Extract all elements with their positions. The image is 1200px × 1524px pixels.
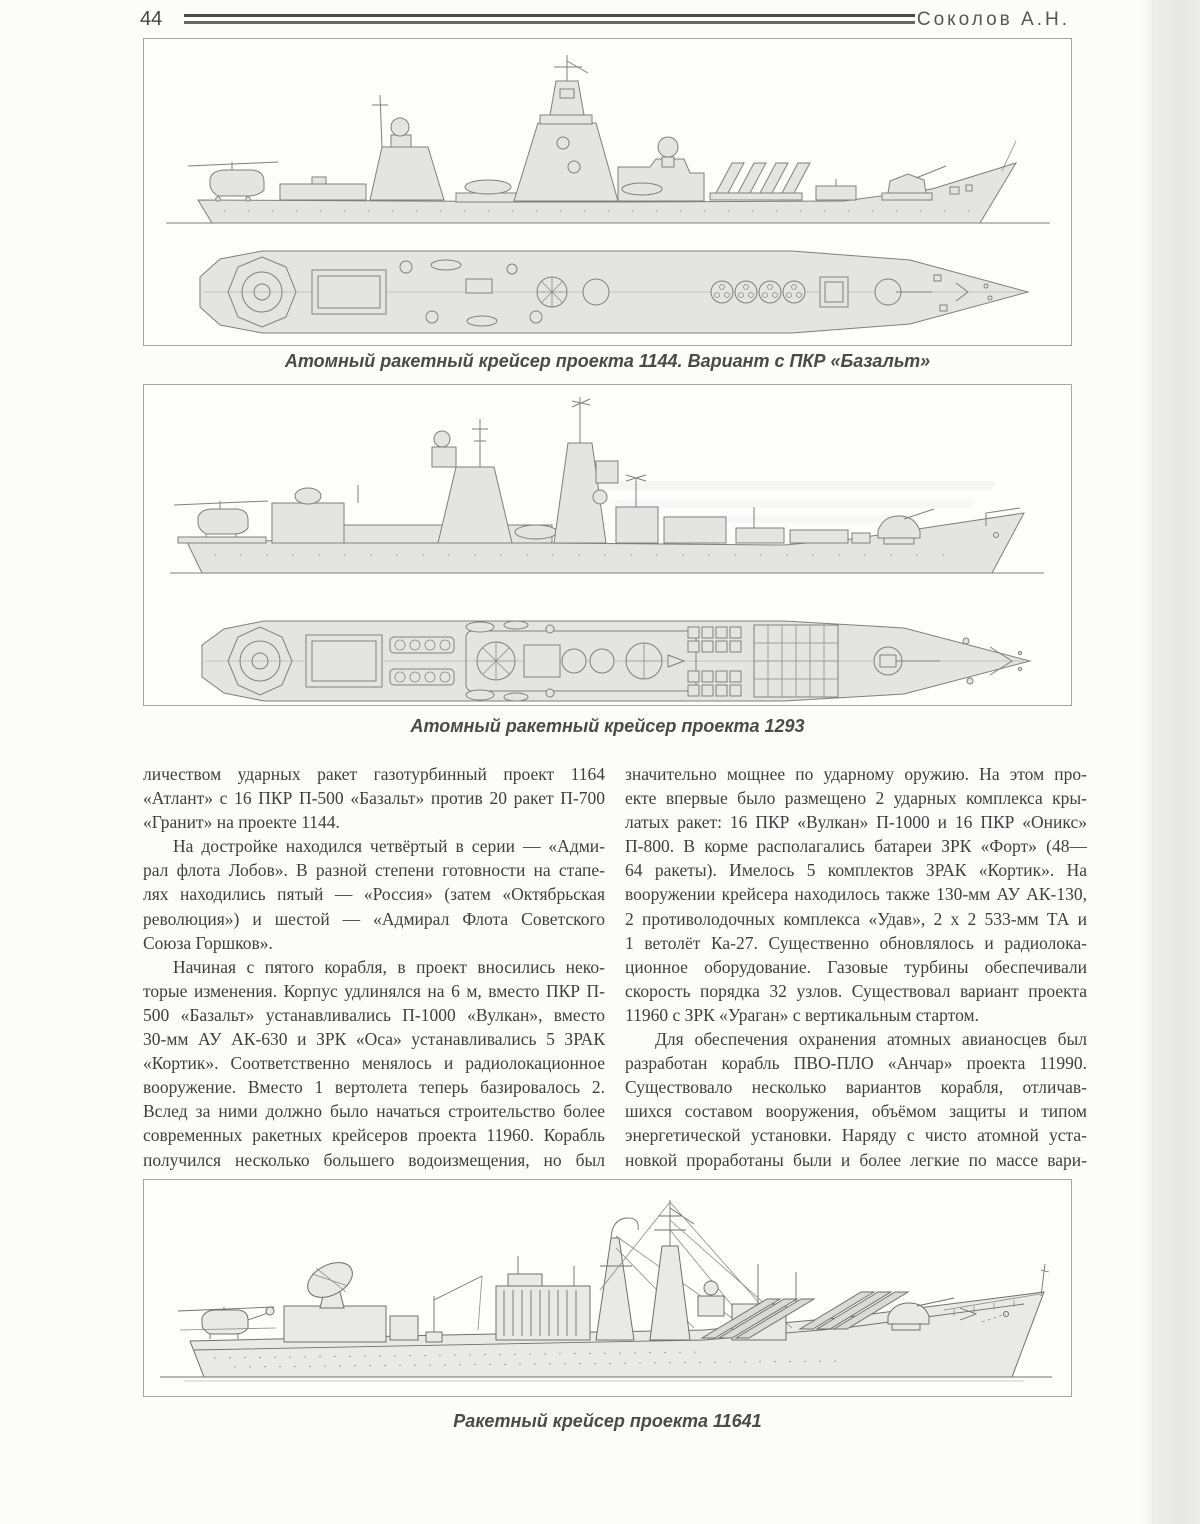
text-line: личеством ударных ракет газотурбинный проект 1164 <box>143 764 605 784</box>
text-line: «Атлант» с 16 ПКР П-500 «Базальт» против 20 ракет П-700 <box>143 788 605 809</box>
ship-11641-drawing <box>144 1180 1071 1396</box>
slatted-superstructure <box>496 1256 590 1340</box>
text-line: шихся составом вооружения, объёмом защиты и типом <box>625 1101 1087 1122</box>
figure-caption: Атомный ракетный крейсер проекта 1144. Вариант с ПКР «Базальт» <box>284 351 931 371</box>
text-line: латых ракет: 16 ПКР «Вулкан» П-1000 и 16 ПКР «Оникс» <box>625 812 1087 833</box>
text-line: Существовало несколько вариантов корабля, отличав- <box>625 1077 1087 1098</box>
text-line: Союза Горшков». <box>143 932 273 953</box>
text-line: вооружении крейсера находилось также 130-мм АУ АК-130, <box>625 884 1087 905</box>
ship-1293-plan-view <box>202 621 1030 701</box>
radome <box>658 137 678 157</box>
text-line: разработан корабль ПВО-ПЛО «Анчар» проекта 11990. <box>625 1053 1087 1074</box>
ship-11641-side-view <box>160 1200 1052 1381</box>
text-line: Вслед за ними должно было начаться строительство более <box>143 1101 605 1122</box>
aft-radar-mast <box>370 95 444 200</box>
text-line: вооружение. Вместо 1 вертолета теперь базировалось 2. <box>143 1077 605 1098</box>
aft-dish-radar <box>284 1255 418 1342</box>
deck-crane <box>426 1276 482 1342</box>
text-line: 30-мм АУ АК-630 и ЗРК «Оса» устанавливались 5 ЗРАК <box>143 1029 605 1050</box>
text-line: 2 противолодочных комплекса «Удав», 2 х 2 533-мм ТА и <box>625 908 1087 929</box>
text-column-right <box>625 762 1087 1172</box>
text-line: торые изменения. Корпус удлинялся на 6 м, вместо ПКР П- <box>143 980 605 1001</box>
text-line: П-800. В корме располагались батареи ЗРК «Форт» (48— <box>625 836 1087 857</box>
ship-1293-drawing <box>144 385 1071 705</box>
figure-cruiser-1293 <box>143 384 1072 706</box>
basalt-missile-launchers <box>710 163 810 200</box>
figure-caption: Атомный ракетный крейсер проекта 1293 <box>410 716 805 736</box>
figure-cruiser-1144 <box>143 38 1072 346</box>
ship-1293-side-view <box>170 397 1044 573</box>
text-line: 64 ракеты). Имелось 5 комплектов ЗРАК «Кортик». На <box>625 860 1087 881</box>
vls-grid <box>754 625 838 697</box>
header-rule <box>184 21 915 24</box>
helicopter <box>188 162 278 201</box>
figure-cruiser-11641 <box>143 1179 1072 1397</box>
page-edge-shadow <box>1142 0 1200 1524</box>
main-mast <box>554 397 618 543</box>
text-line: новкой проработаны были и более легкие по массе вари- <box>625 1149 1087 1170</box>
page-number: 44 <box>140 8 163 30</box>
figure-caption: Ракетный крейсер проекта 11641 <box>453 1411 762 1431</box>
text-line: На достройке находился четвёртый в серии — «Адми- <box>173 836 605 857</box>
text-line: «Гранит» на проекте 1144. <box>143 812 340 833</box>
text-line: получился несколько большего водоизмещения, но был <box>143 1149 605 1170</box>
ship-1144-drawing <box>144 39 1071 345</box>
text-line: екте впервые было размещено 2 ударных комплекса кры- <box>625 788 1087 809</box>
text-line: Начиная с пятого корабля, в проект вносились неко- <box>173 956 605 977</box>
text-column-left <box>143 762 605 1172</box>
helicopter <box>174 501 268 543</box>
ship-1144-side-view <box>166 55 1050 223</box>
forward-radar-mast <box>432 419 512 543</box>
text-line: значительно мощнее по ударному оружию. На этом про- <box>625 764 1087 784</box>
text-line: современных ракетных крейсеров проекта 11960. Корабль <box>143 1125 605 1146</box>
main-tower-mast <box>514 55 618 201</box>
text-line: «Кортик». Соответственно менялось и радиолокационное <box>143 1053 605 1074</box>
header-rule <box>184 14 915 17</box>
helicopter <box>178 1307 276 1339</box>
author-name: Соколов А.Н. <box>916 9 1070 30</box>
text-line: ционное оборудование. Газовые турбины обеспечивали <box>625 956 1087 977</box>
text-line: скорость порядка 32 узлов. Существовал вариант проекта <box>625 980 1087 1001</box>
text-line: 1 ветолёт Ка-27. Существенно обновлялось и радиолока- <box>625 932 1087 953</box>
text-line: энергетической установки. Наряду с чисто атомной уста- <box>625 1125 1087 1146</box>
text-line: рал флота Лобов». В разной степени готовности на стапе- <box>143 860 605 881</box>
text-line: 11960 с ЗРК «Ураган» с вертикальным стартом. <box>625 1004 979 1025</box>
text-line: 500 «Базальт» устанавливались П-1000 «Вулкан», вместо <box>143 1004 605 1025</box>
text-line: революция») и шестой — «Адмирал Флота Советского <box>143 908 605 929</box>
ship-1144-plan-view <box>200 251 1028 333</box>
text-line: лях находились пятый — «Россия» (затем «Октябрьская <box>143 884 605 905</box>
text-line: Для обеспечения охранения атомных авианосцев был <box>655 1029 1087 1050</box>
